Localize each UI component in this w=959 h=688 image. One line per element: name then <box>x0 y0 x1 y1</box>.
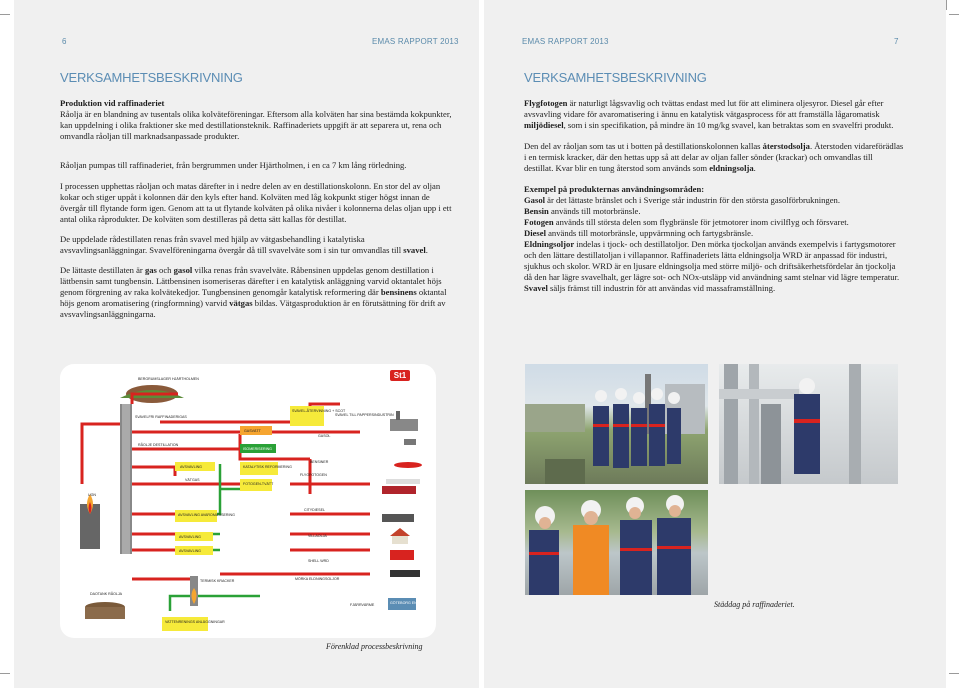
workers-illustration <box>525 364 708 484</box>
house-icon <box>390 528 410 536</box>
paragraph: De uppdelade rådestillaten renas från svavel med hjälp av vätgasbehandling i katalytiska avsvavlingsanläggningar. Svavelföreningarna övergår då till svavelväte som i sin tur omvandlas till svavel. <box>60 234 428 255</box>
svg-text:BERGRUMSLAGER HJÄRTHOLMEN: BERGRUMSLAGER HJÄRTHOLMEN <box>138 377 199 381</box>
subheading: Produktion vid raffinaderiet <box>60 98 165 108</box>
svg-text:AVSVAVLING: AVSVAVLING <box>179 535 201 539</box>
bus-icon <box>382 486 416 494</box>
crop-mark <box>946 0 947 10</box>
svg-text:GASOL: GASOL <box>318 434 331 438</box>
svg-text:SHELL WRD: SHELL WRD <box>308 559 329 563</box>
svg-text:KATALYTISK REFORMERING: KATALYTISK REFORMERING <box>243 465 292 469</box>
svg-text:St1: St1 <box>393 371 407 380</box>
svg-text:SVAVEL-ÅTERVINNING + SCOT: SVAVEL-ÅTERVINNING + SCOT <box>292 409 346 413</box>
diagram-caption: Förenklad processbeskrivning <box>326 642 423 651</box>
svg-text:DAOTANK RÅOLJA: DAOTANK RÅOLJA <box>90 592 123 596</box>
svg-text:MÖRKA ELDNINGSOLJOR: MÖRKA ELDNINGSOLJOR <box>295 577 340 581</box>
svg-text:AVSVAVLING: AVSVAVLING <box>180 465 202 469</box>
svg-text:GASVÄTT: GASVÄTT <box>244 429 261 433</box>
group-illustration <box>525 490 708 595</box>
svg-text:FLYGFOTOGEN: FLYGFOTOGEN <box>300 473 327 477</box>
gas-tank-icon <box>404 439 416 445</box>
page-number: 6 <box>62 37 67 46</box>
pipes-illustration <box>719 364 898 484</box>
photo-workers-outdoor <box>525 364 708 484</box>
svg-text:UGN: UGN <box>88 493 96 497</box>
examples-heading: Exempel på produkternas användningsområden: <box>524 184 705 194</box>
photo-workers-group <box>525 490 708 595</box>
crop-mark <box>949 673 959 674</box>
paragraph: I processen upphettas råoljan och matas därefter in i nedre delen av en destillationskolonn. En stor del av oljan kokar och stiger uppåt i kolonnen där den kyls efter hand. Kolväten med låg kokpunkt stiger högst innan de övergår till flytande form igen. Genom att ta ut flytande kolväten på olika nivåer i kolonnerna delas oljan upp i ett antal olika råprodukter. De kolväten som destilleras på detta sätt kallas för destillat. <box>60 181 452 224</box>
left-body-text <box>60 98 452 329</box>
paragraph: Flygfotogen är naturligt lågsvavlig och tvättas endast med lut för att eliminera oljesyror. Diesel går efter avsvavling vidare för avaromatisering i ännu en katalytisk vätgasprocess för att framställa lågaromatisk miljödiesel, som i sin specifikation, på mindre än 10 mg/kg svavel, kan betraktas som en svavelfri produkt. <box>524 98 894 130</box>
section-title: VERKSAMHETSBESKRIVNING <box>60 70 243 85</box>
paragraph: De lättaste destillaten är gas och gasol vilka renas från svavelväte. Råbensinen uppdelas genom destillation i lättbensin samt tungbensin. Lättbensinen isomeriseras därefter i en katalytisk anläggning varvid oktantalet höjs genom förgrening av raka kolvätekedjor. Tungbensinen genomgår katalytisk reformering där bensinens oktantal höjs genom aromatisering (ringformning) varvid vätgas bildas. Vätgasproduktion är en förutsättning för drift av avsvavlingsanläggningarna. <box>60 265 447 319</box>
process-diagram-svg <box>60 364 436 638</box>
svg-text:SVAVEL TILL PAPPERSINDUSTRIN: SVAVEL TILL PAPPERSINDUSTRIN <box>335 413 394 417</box>
factory-icon <box>390 419 418 431</box>
paragraph: Den del av råoljan som tas ut i botten på destillationskolonnen kallas återstodsolja. Återstoden vidareförädlas i en termisk kracker, där den hettas upp så att delar av oljan faller sönder (krackar) och omvandlas till destillat. Kvar blir en tung återstod som används som eldningsolja. <box>524 141 904 173</box>
photo-worker-pipes <box>719 364 898 484</box>
right-body-text <box>524 98 904 294</box>
svg-text:CITYDIESEL: CITYDIESEL <box>304 508 325 512</box>
building-icon <box>390 550 414 560</box>
svg-text:FJÄRRVÄRME: FJÄRRVÄRME <box>350 603 375 607</box>
svg-text:GÖTEBORG ENERGI AB: GÖTEBORG ENERGI AB <box>390 601 432 605</box>
svg-text:VÄTGAS: VÄTGAS <box>185 478 200 482</box>
ship-icon <box>390 570 420 577</box>
svg-text:VILLAOLJA: VILLAOLJA <box>308 534 327 538</box>
svg-text:VATTENRENINGS ANLÄGGNINGAR: VATTENRENINGS ANLÄGGNINGAR <box>165 620 225 624</box>
svg-text:ISOMERISERING: ISOMERISERING <box>243 447 272 451</box>
furnace <box>80 493 100 549</box>
paragraph: Råoljan pumpas till raffinaderiet, från bergrummen under Hjärtholmen, i en ca 7 km lång rörledning. <box>60 160 407 170</box>
running-head: EMAS RAPPORT 2013 <box>522 37 609 46</box>
paragraph: Råolja är en blandning av tusentals olika kolväteföreningar. Eftersom alla kolväten har sina bestämda kokpunkter, kan uppdelning i olika fraktioner ske med destillationsteknik. Raffinaderiets uppgift är att separera ut, rena och omvandla råoljan till marknadsanpassade produkter. <box>60 109 452 141</box>
svg-text:TERMISK KRACKER: TERMISK KRACKER <box>200 579 235 583</box>
truck-icon <box>382 514 414 522</box>
crop-mark <box>0 14 10 15</box>
product-icons <box>382 411 422 577</box>
car-icon <box>394 462 422 468</box>
svg-text:AVSVAVLING AVAROMATISERING: AVSVAVLING AVAROMATISERING <box>178 513 235 517</box>
svg-text:AVSVAVLING: AVSVAVLING <box>179 549 201 553</box>
crop-mark <box>0 673 10 674</box>
svg-text:RÅOLJE DESTILLATION: RÅOLJE DESTILLATION <box>138 443 179 447</box>
st1-logo <box>390 370 410 381</box>
process-diagram <box>60 364 436 638</box>
tanks <box>85 576 198 619</box>
examples-list: Exempel på produkternas användningsområden: Gasol är det lättaste bränslet och i Sverige står industrin för den största gasolförbrukningen. Bensin används till motorbränsle. Fotogen används till största delen som flygbränsle för jetmotorer inom civilflyg och försvaret. Diesel används till motorbränsle, uppvärmning och fartygsbränsle. Eldningsoljor indelas i tjock- och destillatoljor. Den mörka tjockoljan används exempelvis i fartygsmotorer och den lättare destillatoljan i villapannor. Raffinaderiets lätta eldningsolja WRD är anpassad för industri, sjukhus och skolor. WRD är en ljusare eldningsolja med större miljö- och driftsäkerhetsfördelar än tjockolja då den har lägre svavelhalt, ger lägre sot- och NOx-utsläpp vid användning samt stelnar vid lägre temperatur. Svavel säljs främst till industrin för att användas vid massaframställning. <box>524 184 900 293</box>
plane-icon <box>386 479 420 484</box>
section-title: VERKSAMHETSBESKRIVNING <box>524 70 707 85</box>
page-number: 7 <box>894 37 899 46</box>
crop-mark <box>949 14 959 15</box>
svg-text:BENSINER: BENSINER <box>310 460 329 464</box>
svg-text:SVAVELFRI RAFFINADERIGAS: SVAVELFRI RAFFINADERIGAS <box>135 415 187 419</box>
photo-caption: Städdag på raffinaderiet. <box>714 600 795 609</box>
running-head: EMAS RAPPORT 2013 <box>372 37 459 46</box>
svg-text:FOTOGEN-TVÄTT: FOTOGEN-TVÄTT <box>243 482 274 486</box>
